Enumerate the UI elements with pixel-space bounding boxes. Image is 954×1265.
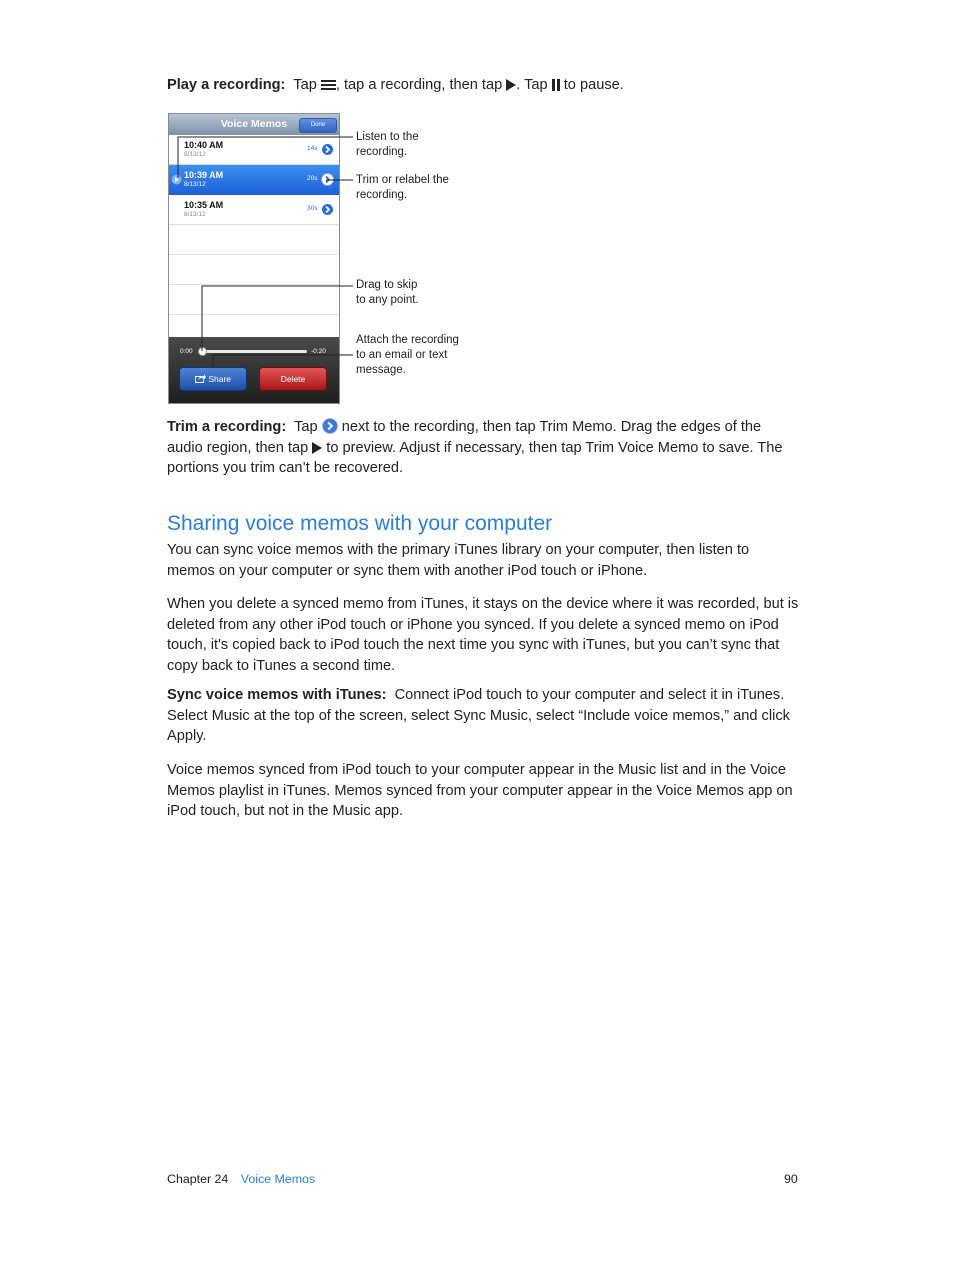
callout-drag [356, 278, 419, 308]
trim-text-3: to preview. Adjust if necessary, then tap Trim Voice Memo to save. The portions you trim can’t be recovered. [167, 439, 783, 477]
done-button[interactable]: Done [299, 118, 337, 133]
paragraph-synced-location: Voice memos synced from iPod touch to your computer appear in the Music list and in the Voice Memos playlist in iTunes. Memos synced from your computer appear in the Voice Memos app on iPod touch, but not in the Music app. [167, 762, 793, 820]
callout-attach-line-3: message. [356, 364, 406, 376]
play-text-4: to pause. [559, 77, 624, 93]
delete-button[interactable]: Delete [259, 367, 327, 391]
nav-title: Voice Memos [220, 118, 288, 130]
sync-text: Connect iPod touch to your computer and select it in iTunes. Select Music at the top of the screen, select Sync Music, select “Include voice memos,” and click Apply. [167, 687, 790, 745]
play-text-2: , tap a recording, then tap [335, 77, 507, 93]
callout-trim [356, 173, 449, 203]
callout-attach-line-2: to an email or text [356, 349, 448, 361]
section-heading: Sharing voice memos with your computer [167, 512, 553, 535]
recording-duration: 20s [307, 175, 318, 182]
footer-chapter [167, 1172, 315, 1186]
recording-date: 8/13/12 [184, 181, 206, 188]
callout-listen-line-1: Listen to the [356, 131, 419, 143]
callout-line-attach [213, 355, 353, 367]
chapter-title-link[interactable]: Voice Memos [240, 1172, 316, 1186]
paragraph-delete-synced: When you delete a synced memo from iTunes, it stays on the device where it was recorded, but is deleted from any other iPod touch or iPhone you synced. If you delete a synced memo on iPod touch, it's copied back to iPod touch the next time you sync with iTunes, but you can’t sync that copy back to iTunes a second time. [167, 596, 799, 674]
trim-instructions [167, 417, 799, 479]
recording-duration: 30s [307, 205, 318, 212]
callout-trim-line-2: recording. [356, 189, 408, 201]
recording-time: 10:35 AM [184, 200, 224, 210]
trim-text-1: Tap [294, 419, 322, 435]
callout-listen [356, 130, 419, 160]
disclosure-icon [322, 418, 338, 434]
paragraph-sync-intro: You can sync voice memos with the primary iTunes library on your computer, then listen to memos on your computer or sync them with another iPod touch or iPhone. [167, 542, 750, 579]
play-label: Play a recording: [167, 77, 286, 93]
callout-line-drag [202, 286, 353, 351]
trim-label: Trim a recording: [167, 419, 287, 435]
callout-drag-line-2: to any point. [356, 294, 419, 306]
callout-lines [0, 0, 954, 420]
recording-date: 8/13/12 [184, 211, 206, 218]
play-text-1: Tap [293, 77, 321, 93]
callout-listen-line-2: recording. [356, 146, 408, 158]
callout-attach [356, 333, 459, 378]
recording-date: 8/13/12 [184, 151, 206, 158]
trim-text-2: next to the recording, then tap Trim Memo. Drag the edges of the audio region, then tap [167, 419, 762, 456]
page-number: 90 [784, 1172, 798, 1186]
recording-duration: 14s [307, 145, 318, 152]
remaining-time: -0:20 [311, 348, 326, 355]
chapter-number: Chapter 24 [167, 1172, 229, 1186]
recording-time: 10:39 AM [184, 170, 224, 180]
callout-drag-line-1: Drag to skip [356, 279, 418, 291]
play-text-3: . Tap [516, 77, 552, 93]
sync-label: Sync voice memos with iTunes: [167, 687, 387, 703]
recording-time: 10:40 AM [184, 140, 224, 150]
callout-attach-line-1: Attach the recording [356, 334, 459, 346]
callout-line-listen [178, 137, 353, 178]
sync-instructions [167, 685, 799, 747]
callout-trim-line-1: Trim or relabel the [356, 174, 449, 186]
elapsed-time: 0:00 [180, 348, 193, 355]
play-icon [312, 442, 322, 454]
share-label: Share [208, 374, 232, 384]
